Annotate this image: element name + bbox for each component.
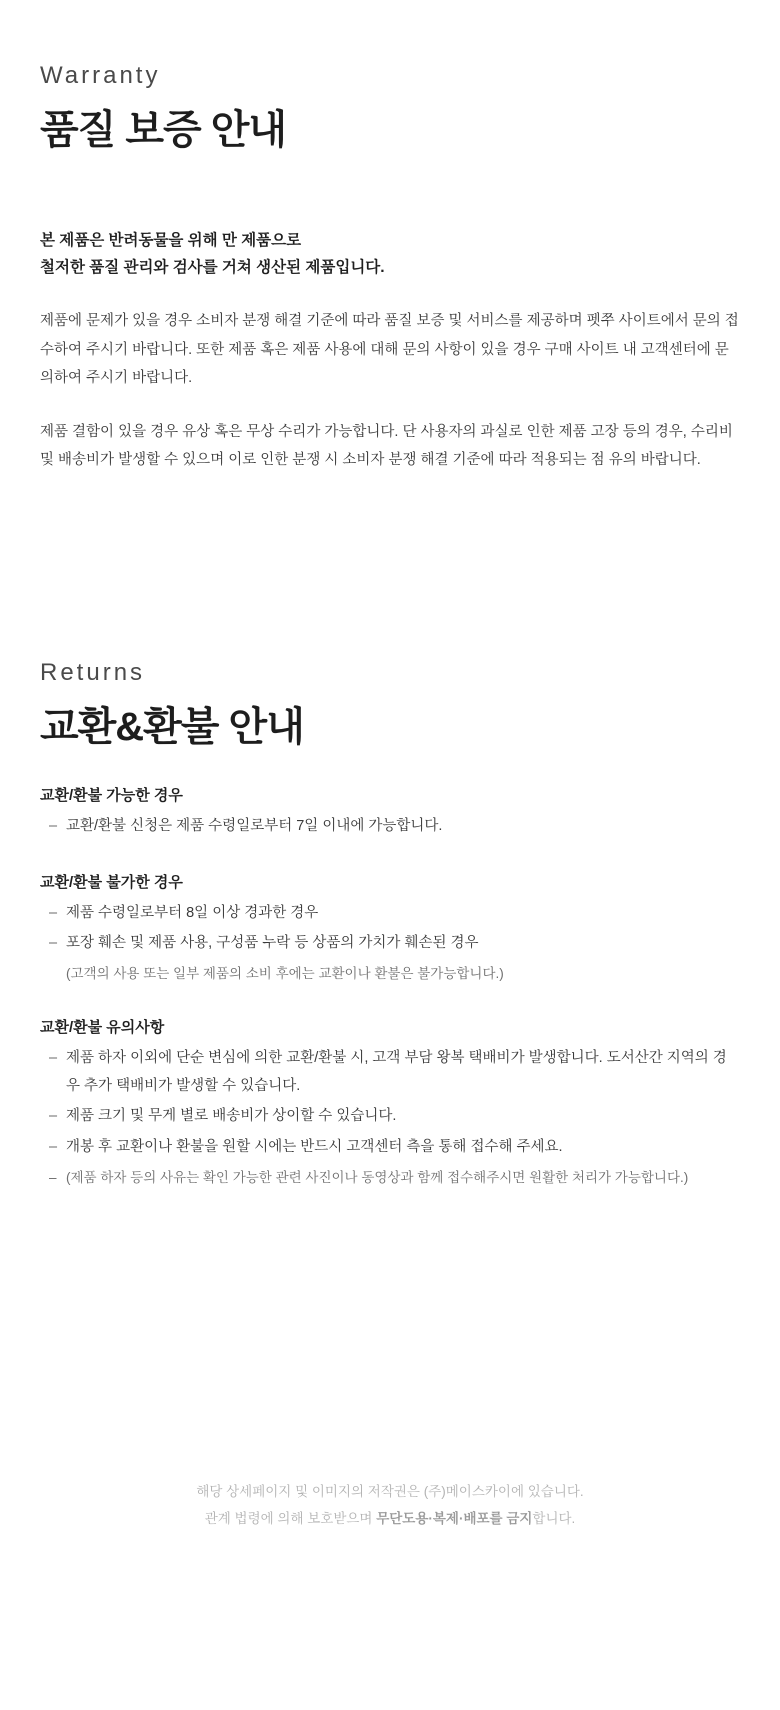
returns-section [0,489,780,1190]
list-item-text: 제품 수령일로부터 8일 이상 경과한 경우 [66,904,319,921]
returns-group [40,871,740,987]
warranty-section [0,0,780,475]
returns-eyebrow: Returns [40,659,146,687]
returns-group-title: 교환/환불 유의사항 [40,1019,165,1037]
warranty-headline: 품질 보증 안내 [40,108,287,152]
list-item [40,1103,740,1131]
list-item-text: (고객의 사용 또는 일부 제품의 소비 후에는 교환이나 환불은 불가능합니다.) [66,965,504,981]
returns-headline: 교환&환불 안내 [40,705,304,750]
warranty-paragraph-1: 제품에 문제가 있을 경우 소비자 분쟁 해결 기준에 따라 품질 보증 및 서비스를 제공하며 펫쭈 사이트에서 문의 접수하여 주시기 바랍니다. 또한 제품 혹은 제품 사용에 대해 문의 사항이 있을 경우 구매 사이트 내 고객센터에 문의하여 주시기 바랍니다. [40,313,739,386]
returns-group-list [40,1045,740,1190]
warranty-paragraph-2: 제품 결함이 있을 경우 유상 혹은 무상 수리가 가능합니다. 단 사용자의 과실로 인한 제품 고장 등의 경우, 수리비 및 배송비가 발생할 수 있으며 이로 인한 분쟁 시 소비자 분쟁 해결 기준에 따라 적용되는 점 유의 바랍니다. [40,424,733,469]
list-item-note [40,961,740,987]
warranty-lead [40,227,740,281]
bullet-dash-icon: – [49,1139,58,1155]
bullet-dash-icon: – [49,1169,57,1185]
returns-group [40,1016,740,1190]
copyright-line-2 [0,1506,780,1532]
list-item-text: 제품 크기 및 무게 별로 배송비가 상이할 수 있습니다. [66,1108,397,1125]
warranty-lead-line1: 본 제품은 반려동물을 위해 만 제품으로 [40,232,302,249]
bullet-dash-icon: – [49,1050,58,1067]
list-item [40,900,740,928]
list-item [40,1045,740,1100]
returns-group-list [40,813,740,841]
returns-group-list [40,900,740,987]
list-item [40,1134,740,1162]
bullet-dash-icon: – [49,1108,58,1125]
copyright-line-2-prefix: 관계 법령에 의해 보호받으며 [204,1510,377,1526]
returns-group-title: 교환/환불 불가한 경우 [40,873,183,891]
bullet-dash-icon: – [49,935,58,952]
list-item-text: 개봉 후 교환이나 환불을 원할 시에는 반드시 고객센터 측을 통해 접수해 주세요. [66,1139,563,1155]
copyright-line-2-suffix: 합니다. [532,1510,576,1526]
list-item-text: 교환/환불 신청은 제품 수령일로부터 7일 이내에 가능합니다. [66,818,443,835]
warranty-eyebrow: Warranty [40,62,161,89]
bullet-dash-icon [49,961,57,987]
returns-group-title: 교환/환불 가능한 경우 [40,787,183,805]
copyright-emphasis: 무단도용·복제·배포를 금지 [376,1510,533,1526]
list-item-text: (제품 하자 등의 사유는 확인 가능한 관련 사진이나 동영상과 함께 접수해주시면 원활한 처리가 가능합니다.) [66,1169,689,1185]
bullet-dash-icon: – [49,818,58,835]
list-item [40,930,740,958]
copyright-footer [0,1479,780,1532]
list-item-note [40,1165,740,1191]
list-item-text: 제품 하자 이외에 단순 변심에 의한 교환/환불 시, 고객 부담 왕복 택배비가 발생합니다. 도서산간 지역의 경우 추가 택배비가 발생할 수 있습니다. [66,1050,727,1094]
list-item-text: 포장 훼손 및 제품 사용, 구성품 누락 등 상품의 가치가 훼손된 경우 [66,935,479,952]
returns-group [40,784,740,841]
list-item [40,813,740,841]
warranty-lead-line2: 철저한 품질 관리와 검사를 거쳐 생산된 제품입니다. [40,259,385,277]
bullet-dash-icon: – [49,904,58,921]
copyright-line-1: 해당 상세페이지 및 이미지의 저작권은 (주)메이스카이에 있습니다. [196,1484,584,1500]
